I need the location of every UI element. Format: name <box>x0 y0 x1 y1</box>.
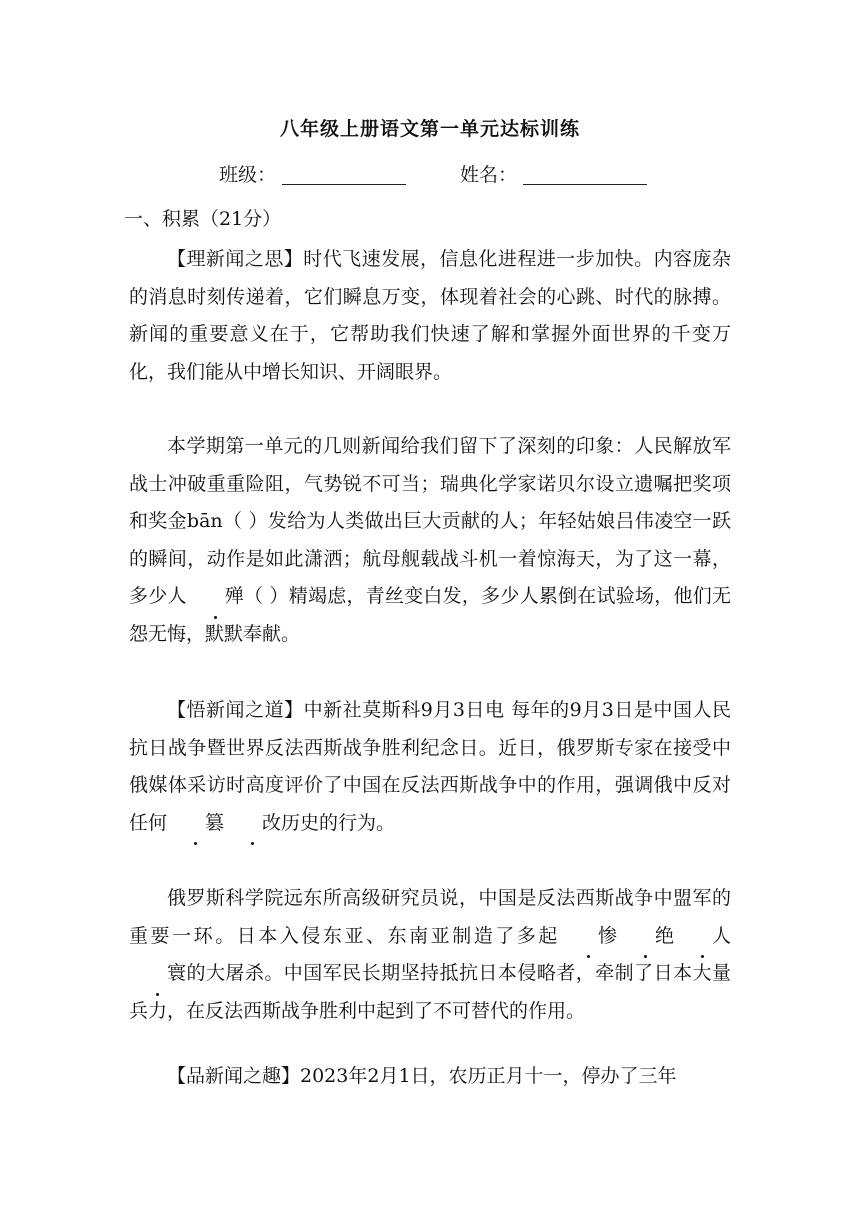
paragraph-2 <box>129 428 731 654</box>
section-heading: 一、积累（21分） <box>124 208 282 230</box>
dotted-char: 寰 <box>129 955 186 993</box>
dotted-char: 惨 <box>560 918 617 956</box>
paragraph-2-text-b: （ ）精竭虑，青丝变白发，多少人累倒在试验场，他们无怨无悔，默默奉献。 <box>129 585 731 645</box>
name-blank[interactable] <box>523 166 647 185</box>
paragraph-3-text-a: 【悟新闻之道】中新社莫斯科9月3日电 每年的9月3日是中国人民抗日战争暨世界反法西斯战争胜利纪念日。近日，俄罗斯专家在接受中俄媒体采访时高度评价了中国在反法西斯战争中的作用，强调俄中反对任何 <box>129 699 731 834</box>
paragraph-3 <box>129 692 731 842</box>
paragraph-2-text-a: 本学期第一单元的几则新闻给我们留下了深刻的印象：人民解放军战士冲破重重险阻，气势锐不可当；瑞典化学家诺贝尔设立遗嘱把奖项和奖金bān（ ）发给为人类做出巨大贡献的人；年轻姑娘吕伟凌空一跃的瞬间，动作是如此潇洒；航母舰载战斗机一着惊海天，为了这一幕，多少人 <box>129 435 731 608</box>
dotted-char: 人 <box>674 918 731 956</box>
paragraph-5: 【品新闻之趣】2023年2月1日，农历正月十一，停办了三年 <box>167 1065 677 1087</box>
name-label: 姓名： <box>460 164 518 186</box>
class-field <box>219 160 406 187</box>
class-label: 班级： <box>219 164 277 186</box>
dotted-char: 篡 <box>167 805 224 843</box>
document-title: 八年级上册语文第一单元达标训练 <box>279 118 580 140</box>
dotted-char: 殚 <box>187 578 244 616</box>
dotted-char: 绝 <box>617 918 674 956</box>
paragraph-4-text-a: 俄罗斯科学院远东所高级研究员说，中国是反法西斯战争中盟军的重要一环。日本入侵东亚、东南亚制造了多起 <box>129 887 731 947</box>
paragraph-4 <box>129 880 731 1030</box>
paragraph-4-text-b: 的大屠杀。中国军民长期坚持抵抗日本侵略者，牵制了日本大量兵力，在反法西斯战争胜利中起到了不可替代的作用。 <box>129 962 731 1022</box>
name-field <box>460 160 647 187</box>
class-blank[interactable] <box>282 166 406 185</box>
paragraph-3-text-b: 历史的行为。 <box>281 811 396 834</box>
dotted-char: 改 <box>224 805 281 843</box>
paragraph-1: 【理新闻之思】时代飞速发展，信息化进程进一步加快。内容庞杂的消息时刻传递着，它们瞬息万变，体现着社会的心跳、时代的脉搏。新闻的重要意义在于，它帮助我们快速了解和掌握外面世界的千变万化，我们能从中增长知识、开阔眼界。 <box>129 248 731 383</box>
